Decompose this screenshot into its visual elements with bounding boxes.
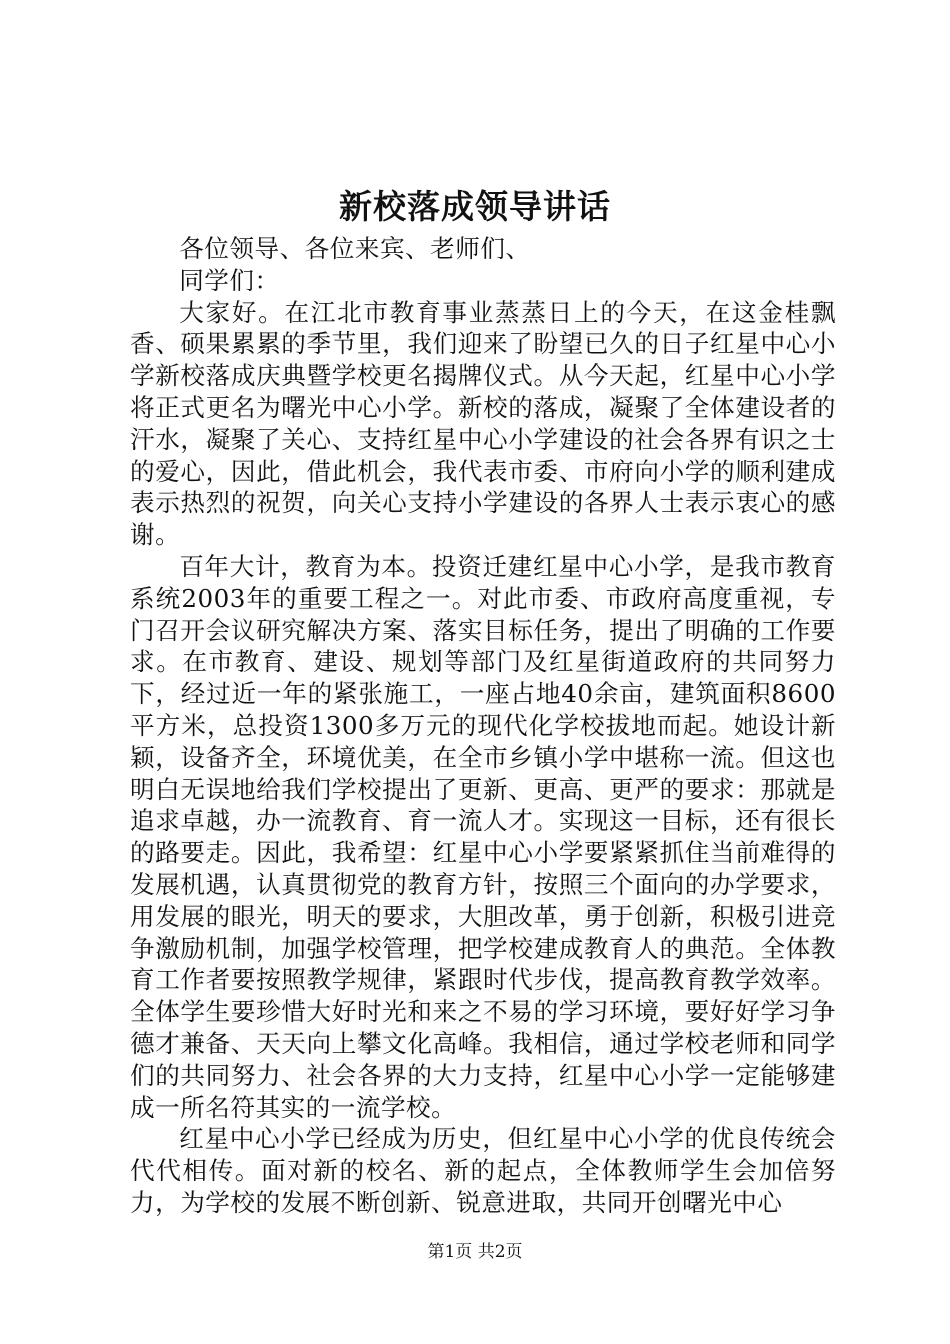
document-body [130, 233, 836, 1219]
salutation-line-1: 各位领导、各位来宾、老师们、 [179, 234, 531, 263]
salutation-line-2: 同学们： [179, 265, 280, 295]
paragraph-education: 百年大计，教育为本。投资迁建红星中心小学，是我市教育系统2003年的重要工程之一。对此市委、市政府高度重视，专门召开会议研究解决方案、落实目标任务，提出了明确的工作要求。在市教育、建设、规划等部门及红星街道政府的共同努力下，经过近一年的紧张施工，一座占地40余亩，建筑面积8600平方米，总投资1300多万元的现代化学校拔地而起。她设计新颖，设备齐全，环境优美，在全市乡镇小学中堪称一流。但这也明白无误地给我们学校提出了更新、更高、更严的要求：那就是追求卓越，办一流教育、育一流人才。实现这一目标，还有很长的路要走。因此，我希望：红星中心小学要紧紧抓住当前难得的发展机遇，认真贯彻党的教育方针，按照三个面向的办学要求，用发展的眼光，明天的要求，大胆改革，勇于创新，积极引进竞争激励机制，加强学校管理，把学校建成教育人的典范。全体教育工作者要按照教学规律，紧跟时代步伐，提高教育教学效率。全体学生要珍惜大好时光和来之不易的学习环境，要好好学习争德才兼备、天天向上攀文化高峰。我相信，通过学校老师和同学们的共同努力、社会各界的大力支持，红星中心小学一定能够建成一所名符其实的一流学校。 [130, 551, 836, 1122]
paragraph-tradition: 红星中心小学已经成为历史，但红星中心小学的优良传统会代代相传。面对新的校名、新的起点，全体教师学生会加倍努力，为学校的发展不断创新、锐意进取，共同开创曙光中心 [130, 1124, 836, 1217]
document-title: 新校落成领导讲话 [339, 187, 611, 226]
page-footer: 第1页 共2页 [427, 1242, 523, 1262]
paragraph-greeting: 大家好。在江北市教育事业蒸蒸日上的今天，在这金桂飘香、硕果累累的季节里，我们迎来了盼望已久的日子红星中心小学新校落成庆典暨学校更名揭牌仪式。从今天起，红星中心小学将正式更名为曙光中心小学。新校的落成，凝聚了全体建设者的汗水，凝聚了关心、支持红星中心小学建设的社会各界有识之士的爱心，因此，借此机会，我代表市委、市府向小学的顺利建成表示热烈的祝贺，向关心支持小学建设的各界人士表示衷心的感谢。 [130, 297, 836, 550]
